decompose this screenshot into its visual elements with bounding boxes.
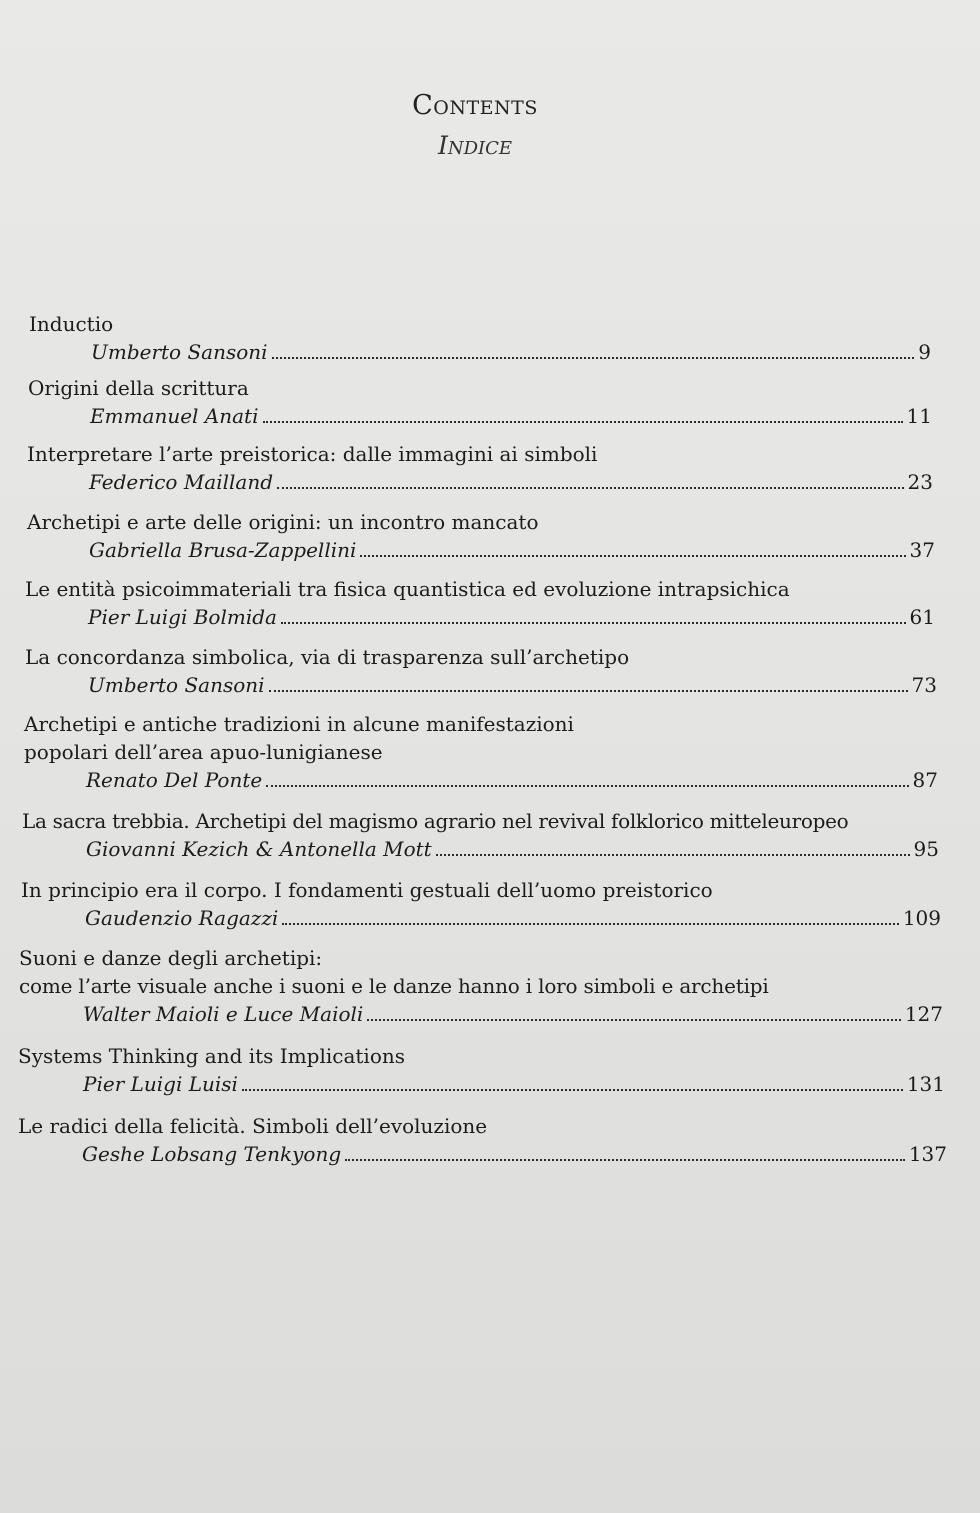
entry-page-number: 137 [908,1142,947,1166]
entry-title-continued: come l’arte visuale anche i suoni e le danze hanno i loro simboli e archetipi [19,974,769,998]
toc-entry[interactable] [22,807,939,863]
toc-entry[interactable] [18,1112,947,1168]
entry-author-line [29,338,931,366]
entry-author-line [25,671,937,699]
entry-page-number: 131 [906,1072,945,1096]
entry-title: Origini della scrittura [28,376,249,400]
entry-page-number: 95 [913,837,939,861]
entry-title: La concordanza simbolica, via di trasparenza sull’archetipo [25,645,630,669]
dot-leader [266,784,908,787]
entry-title: La sacra trebbia. Archetipi del magismo agrario nel revival folklorico mitteleuropeo [22,809,849,833]
toc-entry[interactable] [21,876,941,932]
entry-author-line [22,835,939,863]
entry-author: Renato Del Ponte [86,768,263,792]
entry-page-number: 87 [912,768,938,792]
toc-entry[interactable] [25,575,935,631]
dot-leader [281,621,906,624]
indice-subheading: Indice [437,131,513,160]
entry-author-line [27,468,933,496]
entry-author: Federico Mailland [89,470,274,494]
entry-author: Geshe Lobsang Tenkyong [82,1142,342,1166]
entry-author: Pier Luigi Bolmida [88,605,277,629]
dot-leader [282,922,899,925]
toc-entry[interactable] [25,643,937,699]
dot-leader [263,420,903,423]
entry-author-line [19,1000,943,1028]
entry-author: Pier Luigi Luisi [83,1072,238,1096]
entry-author: Giovanni Kezich & Antonella Mott [86,837,432,861]
entry-author: Emmanuel Anati [90,404,259,428]
toc-entry[interactable] [19,944,943,1028]
dot-leader [277,486,904,489]
entry-author-line [27,536,935,564]
dot-leader [345,1158,905,1161]
entry-author-line [18,1140,947,1168]
entry-title: Suoni e danze degli archetipi: [19,946,323,970]
dot-leader [360,554,905,557]
entry-title: Archetipi e antiche tradizioni in alcune manifestazioni [24,712,574,736]
entry-title: Systems Thinking and its Implications [18,1044,406,1068]
toc-entry[interactable] [18,1042,945,1098]
entry-author: Umberto Sansoni [91,340,268,364]
toc-entry[interactable] [27,508,935,564]
entry-author-line [18,1070,945,1098]
entry-page-number: 61 [909,605,935,629]
entry-author: Gaudenzio Ragazzi [85,906,279,930]
toc-entry[interactable] [24,710,938,794]
dot-leader [242,1088,903,1091]
dot-leader [269,689,908,692]
entry-page-number: 11 [906,404,932,428]
entry-author-line [28,402,932,430]
toc-entry[interactable] [29,310,931,366]
entry-page-number: 73 [911,673,937,697]
entry-title: Le radici della felicità. Simboli dell’evoluzione [18,1114,488,1138]
dot-leader [272,356,915,359]
entry-title-continued: popolari dell’area apuo-lunigianese [24,740,383,764]
entry-title: Inductio [29,312,114,336]
entry-author: Umberto Sansoni [88,673,265,697]
dot-leader [367,1018,901,1021]
entry-page-number: 109 [902,906,941,930]
entry-page-number: 37 [909,538,935,562]
entry-author-line [24,766,938,794]
entry-title: Interpretare l’arte preistorica: dalle immagini ai simboli [27,442,598,466]
toc-entry[interactable] [28,374,932,430]
contents-heading: Contents [412,90,538,121]
entry-author-line [21,904,941,932]
entry-author: Walter Maioli e Luce Maioli [83,1002,364,1026]
entry-title: Archetipi e arte delle origini: un incontro mancato [27,510,539,534]
entry-author-line [25,603,935,631]
entry-page-number: 9 [918,340,931,364]
entry-title: In principio era il corpo. I fondamenti gestuali dell’uomo preistorico [21,878,713,902]
entry-title: Le entità psicoimmateriali tra fisica quantistica ed evoluzione intrapsichica [25,577,790,601]
entry-page-number: 23 [907,470,933,494]
dot-leader [436,853,910,856]
entry-page-number: 127 [904,1002,943,1026]
entry-author: Gabriella Brusa-Zappellini [89,538,357,562]
toc-entry[interactable] [27,440,933,496]
